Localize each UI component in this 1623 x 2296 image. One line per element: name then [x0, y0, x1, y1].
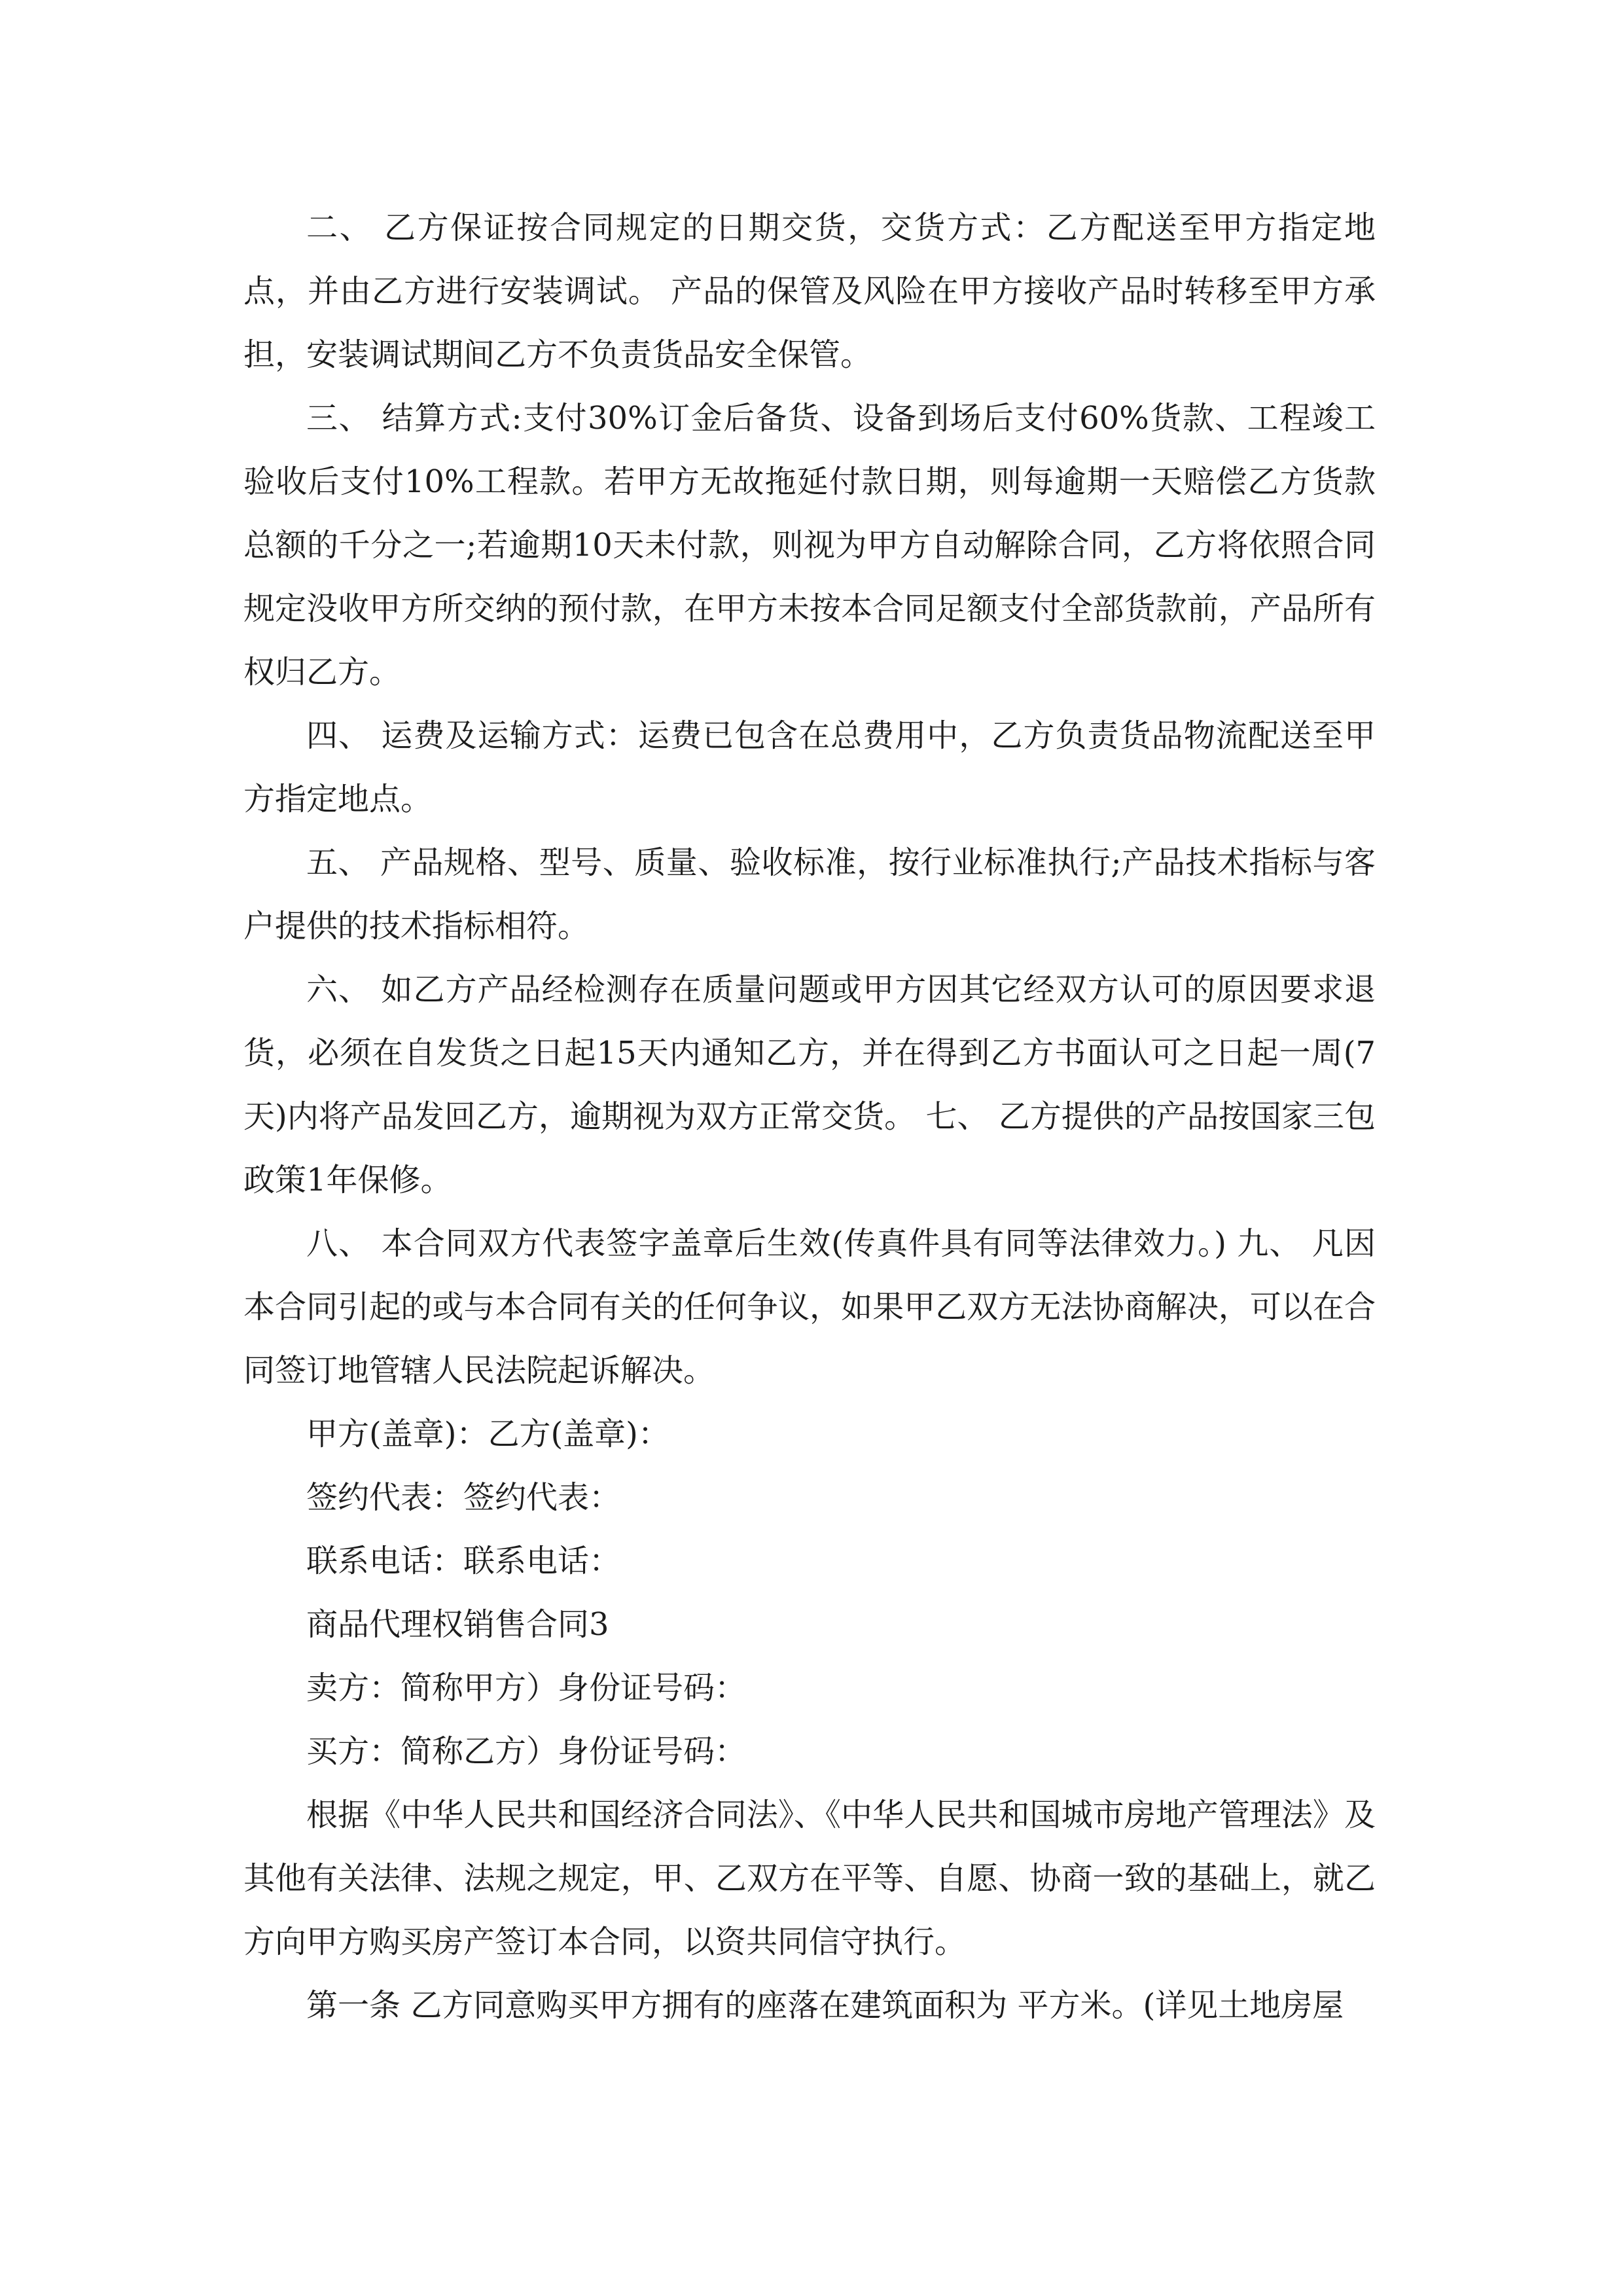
document-body [243, 196, 1376, 2037]
clause-5-specification: 五、 产品规格、型号、质量、验收标准，按行业标准执行;产品技术指标与客户提供的技术指标相符。 [243, 844, 1376, 944]
clause-6-7-returns-warranty: 六、 如乙方产品经检测存在质量问题或甲方因其它经双方认可的原因要求退货，必须在自发货之日起15天内通知乙方，并在得到乙方书面认可之日起一周(7天)内将产品发回乙方，逾期视为双方正常交货。 七、 乙方提供的产品按国家三包政策1年保修。 [243, 971, 1376, 1198]
clause-3-settlement: 三、 结算方式:支付30%订金后备货、设备到场后支付60%货款、工程竣工验收后支付10%工程款。若甲方无故拖延付款日期，则每逾期一天赔偿乙方货款总额的千分之一;若逾期10天未付款，则视为甲方自动解除合同，乙方将依照合同规定没收甲方所交纳的预付款，在甲方未按本合同足额支付全部货款前，产品所有权归乙方。 [243, 400, 1376, 691]
clause-4-transport: 四、 运费及运输方式：运费已包含在总费用中，乙方负责货品物流配送至甲方指定地点。 [243, 717, 1376, 817]
signature-representative-line: 签约代表：签约代表： [306, 1479, 621, 1516]
signature-seal-line: 甲方(盖章)：乙方(盖章)： [306, 1416, 669, 1452]
preamble-paragraph: 根据《中华人民共和国经济合同法》、《中华人民共和国城市房地产管理法》及其他有关法律、法规之规定，甲、乙双方在平等、自愿、协商一致的基础上，就乙方向甲方购买房产签订本合同，以资共同信守执行。 [243, 1797, 1376, 1960]
article-1-paragraph: 第一条 乙方同意购买甲方拥有的座落在建筑面积为 平方米。(详见土地房屋 [306, 1987, 1344, 2024]
clause-2-delivery: 二、 乙方保证按合同规定的日期交货，交货方式：乙方配送至甲方指定地点，并由乙方进行安装调试。 产品的保管及风险在甲方接收产品时转移至甲方承担，安装调试期间乙方不负责货品安全保管。 [243, 209, 1376, 373]
buyer-line: 买方：简称乙方）身份证号码： [306, 1733, 747, 1770]
contract-title: 商品代理权销售合同3 [306, 1606, 609, 1643]
seller-line: 卖方：简称甲方）身份证号码： [306, 1670, 747, 1706]
clause-8-9-effect-disputes: 八、 本合同双方代表签字盖章后生效(传真件具有同等法律效力。) 九、 凡因本合同引起的或与本合同有关的任何争议，如果甲乙双方无法协商解决，可以在合同签订地管辖人民法院起诉解决。 [243, 1225, 1376, 1389]
signature-phone-line: 联系电话：联系电话： [306, 1543, 621, 1579]
